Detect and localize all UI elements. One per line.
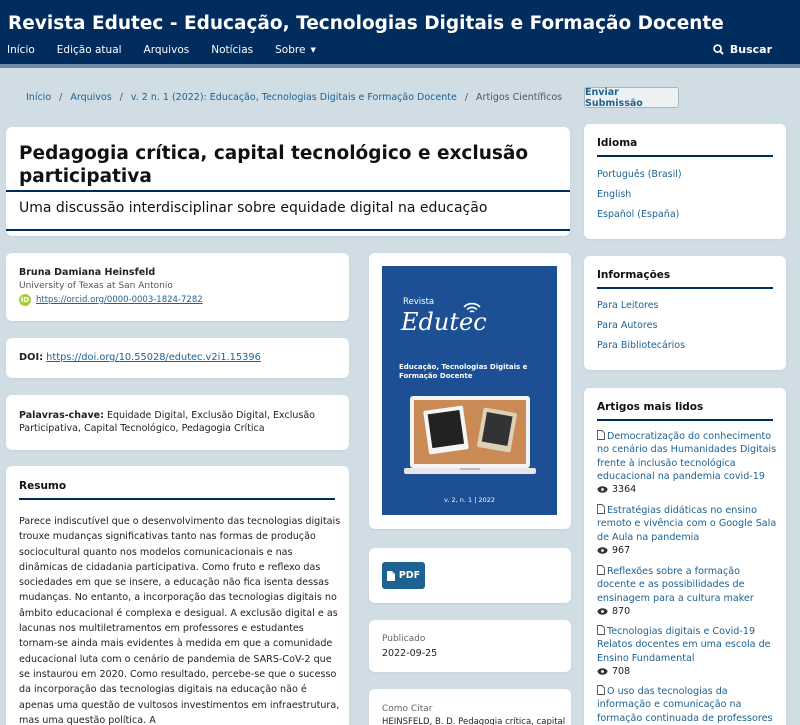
author-affiliation: University of Texas at San Antonio	[19, 281, 173, 291]
main-nav	[7, 44, 338, 56]
eye-icon	[597, 668, 608, 675]
keywords-text: Equidade Digital, Exclusão Digital, Exclusão Participativa, Capital Tecnológico, Pedagogia Crítica	[19, 410, 315, 434]
breadcrumb-archives[interactable]: Arquivos	[70, 92, 112, 103]
views-count: 967	[612, 544, 631, 556]
author-name: Bruna Damiana Heinsfeld	[19, 267, 156, 278]
abstract-rule	[19, 498, 335, 500]
abstract-text: Parece indiscutível que o desenvolvimento das tecnologias digitais trouxe mudanças significativas tanto nas formas de produção sociocultural quanto nos modelos comunicacionais e nas dinâmicas de cidadania participativa. Como fruto e reflexo das sociedades em que se insere, a educação não fica isenta dessas mudanças. No entanto, a incorporação das tecnologias digitais no âmbito educacional é complexa e desigual. A exclusão digital e as lacunas nos multiletramentos em professores e estudantes tornam-se ainda mais evidentes à medida em que a comunidade educacional luta com o cenário de pandemia de SARS-CoV-2 que se instaurou em 2020. Como resultado, percebe-se que o sucesso da incorporação das tecnologias digitais na educação não é apenas uma questão de vultosos investimentos em infraestrutura, mas uma questão política. A	[19, 516, 341, 725]
breadcrumb-home[interactable]: Início	[26, 92, 52, 103]
views-count: 3364	[612, 484, 637, 496]
file-pdf-icon	[387, 571, 395, 581]
views-row	[597, 483, 777, 496]
most-read-link[interactable]	[597, 505, 776, 543]
site-header	[0, 0, 800, 64]
eye-icon	[597, 608, 608, 615]
keywords	[19, 409, 319, 435]
most-read-link[interactable]	[597, 566, 754, 604]
most-read-rule	[597, 419, 773, 421]
most-read-item	[597, 504, 777, 557]
eye-icon	[597, 486, 608, 493]
header-rule	[0, 64, 800, 68]
views-count: 708	[612, 665, 631, 677]
language-heading: Idioma	[597, 137, 638, 149]
doi-label: DOI:	[19, 352, 44, 363]
breadcrumb-current: Artigos Científicos	[476, 92, 563, 103]
orcid-row	[19, 294, 203, 306]
pdf-label: PDF	[398, 570, 421, 581]
site-title[interactable]: Revista Edutec - Educação, Tecnologias Digitais e Formação Docente	[8, 13, 724, 34]
author-card	[6, 253, 349, 321]
article-title-card	[6, 127, 570, 236]
most-read-item	[597, 565, 777, 618]
info-librarians-link[interactable]: Para Bibliotecários	[597, 340, 686, 351]
most-read-item	[597, 625, 777, 678]
document-icon	[597, 685, 605, 695]
doi-link[interactable]: https://doi.org/10.55028/edutec.v2i1.15396	[46, 352, 261, 363]
info-readers-link[interactable]: Para Leitores	[597, 300, 659, 311]
title-rule	[6, 190, 570, 192]
most-read-title: Estratégias didáticas no ensino remoto e vivência com o Google Sala de Aula na pandemia	[597, 505, 777, 543]
document-icon	[597, 625, 605, 635]
published-date: 2022-09-25	[382, 648, 438, 659]
submit-button[interactable]: Enviar Submissão	[584, 87, 679, 108]
breadcrumb-separator: /	[59, 92, 63, 103]
article-subtitle: Uma discussão interdisciplinar sobre equidade digital na educação	[19, 200, 488, 216]
subtitle-rule	[6, 229, 570, 231]
orcid-link[interactable]: https://orcid.org/0000-0003-1824-7282	[36, 295, 203, 305]
most-read-title: Reflexões sobre a formação docente e as possibilidades de ensinagem para a cultura maker	[597, 566, 754, 604]
nav-item-sobre[interactable]	[275, 44, 316, 56]
published-card	[369, 620, 571, 672]
eye-icon	[597, 547, 608, 554]
information-rule	[597, 287, 773, 289]
citation-text: HEINSFELD, B. D. Pedagogia crítica, capital	[382, 717, 566, 725]
document-icon	[597, 504, 605, 514]
nav-item-sobre-label: Sobre	[275, 44, 306, 56]
language-es[interactable]: Español (España)	[597, 209, 680, 220]
most-read-block	[584, 388, 786, 725]
search-label: Buscar	[729, 43, 772, 56]
published-label: Publicado	[382, 634, 426, 644]
citation-card	[369, 689, 571, 725]
nav-item-arquivos[interactable]: Arquivos	[143, 44, 190, 56]
most-read-link[interactable]	[597, 686, 773, 724]
citation-label: Como Citar	[382, 704, 433, 714]
article-title: Pedagogia crítica, capital tecnológico e exclusão participativa	[19, 143, 529, 187]
views-row	[597, 544, 777, 557]
most-read-item	[597, 430, 777, 496]
issue-cover[interactable]	[382, 266, 557, 515]
breadcrumb-issue[interactable]: v. 2 n. 1 (2022): Educação, Tecnologias Digitais e Formação Docente	[130, 92, 457, 103]
most-read-title: Democratização do conhecimento no cenário das Humanidades Digitais frente à inclusão tecnológica educacional na pandemia covid-19	[597, 431, 777, 482]
document-icon	[597, 565, 605, 575]
doi-card	[6, 338, 349, 378]
keywords-label: Palavras-chave:	[19, 410, 104, 421]
information-block	[584, 256, 786, 370]
search-link[interactable]	[713, 43, 772, 56]
views-row	[597, 665, 777, 678]
laptop-illustration	[404, 396, 536, 478]
nav-item-edicao-atual[interactable]: Edição atual	[56, 44, 122, 56]
orcid-icon: iD	[20, 296, 30, 304]
language-pt-br[interactable]: Português (Brasil)	[597, 169, 682, 180]
nav-item-inicio[interactable]: Início	[7, 44, 35, 56]
breadcrumb-separator: /	[464, 92, 469, 103]
abstract-card	[6, 466, 349, 725]
most-read-title: O uso das tecnologias da informação e comunicação na formação continuada de professores	[597, 686, 773, 724]
abstract-heading: Resumo	[19, 480, 67, 492]
cover-revista: Revista	[403, 297, 435, 307]
most-read-link[interactable]	[597, 626, 771, 664]
most-read-title: Tecnologias digitais e Covid-19 Relatos docentes em uma escola de Ensino Fundamental	[597, 626, 771, 664]
cover-volume: v. 2, n. 1 | 2022	[444, 496, 495, 504]
galley-card	[369, 548, 571, 603]
most-read-link[interactable]	[597, 431, 776, 482]
views-row	[597, 605, 777, 618]
language-rule	[597, 155, 773, 157]
cover-card	[369, 253, 571, 529]
wifi-icon	[462, 300, 482, 314]
language-en[interactable]: English	[597, 189, 632, 200]
cover-subtitle: Educação, Tecnologias Digitais e Formação Docente	[399, 363, 528, 380]
doi-row	[19, 352, 261, 363]
breadcrumb	[26, 92, 562, 103]
info-authors-link[interactable]: Para Autores	[597, 320, 658, 331]
nav-item-noticias[interactable]: Notícias	[211, 44, 254, 56]
pdf-button[interactable]	[382, 562, 425, 589]
search-icon	[713, 44, 724, 55]
keywords-card	[6, 395, 349, 450]
cover-edutec: Edutec	[401, 308, 487, 336]
most-read-heading: Artigos mais lidos	[597, 401, 704, 413]
document-icon	[597, 430, 605, 440]
caret-down-icon: ▼	[310, 46, 316, 54]
information-heading: Informações	[597, 269, 671, 281]
language-block	[584, 124, 786, 239]
most-read-item	[597, 685, 777, 725]
views-count: 870	[612, 605, 631, 617]
breadcrumb-separator: /	[119, 92, 123, 103]
